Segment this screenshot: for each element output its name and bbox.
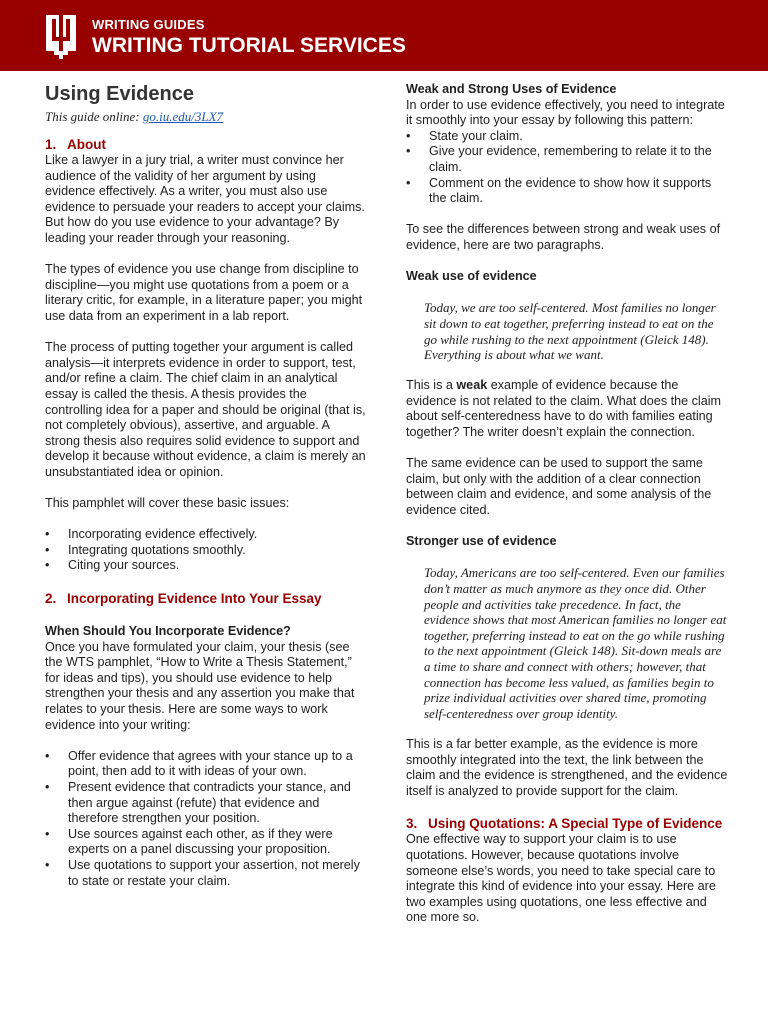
page-title: Using Evidence — [45, 83, 194, 105]
header-subtitle: WRITING GUIDES — [92, 17, 205, 32]
header-title: WRITING TUTORIAL SERVICES — [92, 34, 406, 57]
list-item: • Incorporating evidence effectively. — [45, 527, 367, 543]
list-item: • Comment on the evidence to show how it supports the claim. — [406, 176, 728, 207]
list-item: • Offer evidence that agrees with your stance up to a point, then add to it with ideas of your own. — [45, 749, 367, 780]
pattern-list — [406, 129, 728, 207]
list-item: • Use sources against each other, as if they were experts on a panel discussing your proposition. — [45, 827, 367, 858]
section-heading-incorporating: 2. Incorporating Evidence Into Your Essay — [45, 591, 322, 607]
subheading-when: When Should You Incorporate Evidence? — [45, 624, 291, 639]
list-item: • Citing your sources. — [45, 558, 367, 574]
section-heading-quotations: 3. Using Quotations: A Special Type of Evidence — [406, 816, 723, 832]
strong-quote: Today, Americans are too self-centered. Even our families don’t matter as much anymore as they once did. Other people and activities take precedence. In fact, the evidence shows that most American families no longer eat together, preferring instead to eat on the go while rushing to the next appointment (Gleick 148). Sit-down meals are a time to share and connect with others; however, that connection has become less valued, as families begin to prize individual activities over shared time, promoting self-centeredness over group identity. — [424, 565, 727, 721]
when-paragraph: Once you have formulated your claim, your thesis (see the WTS pamphlet, “How to Write a Thesis Statement,” for ideas and tips), you should use evidence to help strengthen your thesis and any assertion you make that relates to your thesis. Here are some ways to work evidence into your writing: — [45, 639, 355, 732]
right-column — [406, 82, 728, 926]
same-evidence-paragraph: The same evidence can be used to support the same claim, but only with the addition of a clear connection between claim and evidence, and some analysis of the evidence cited. — [406, 456, 712, 518]
list-item: • Give your evidence, remembering to relate it to the claim. — [406, 144, 728, 175]
weak-quote: Today, we are too self-centered. Most families no longer sit down to eat together, preferring instead to eat on the go while rushing to the next appointment (Gleick 148). Everything is about what we want. — [424, 300, 716, 363]
weak-explanation: This is a weak example of evidence because the evidence is not related to the claim. What does the claim about self-centeredness have to do with families eating together? The writer doesn’t explain the connection. — [406, 378, 722, 440]
page-header — [0, 0, 768, 71]
left-column — [45, 82, 367, 889]
about-paragraph-1: Like a lawyer in a jury trial, a writer must convince her audience of the validity of her argument by using evidence effectively. As a writer, you must also use evidence to persuade your readers to accept your claims. But how do you use evidence to your advantage? By leading your reader through your reasoning. — [45, 153, 365, 245]
about-paragraph-4: This pamphlet will cover these basic issues: — [45, 496, 290, 511]
weak-emphasis: weak — [456, 378, 488, 393]
iu-trident-icon — [44, 15, 78, 59]
differences-paragraph: To see the differences between strong and weak uses of evidence, here are two paragraphs. — [406, 222, 721, 252]
about-paragraph-3: The process of putting together your argument is called analysis—it interprets evidence in order to support, test, and/or refine a claim. The chief claim in an analytical essay is called the thesis. A thesis provides the controlling idea for a paper and should be original (that is, not completely obvious), assertive, and arguable. A strong thesis also requires solid evidence to support and develop it because without evidence, a claim is merely an unsubstantiated idea or opinion. — [45, 340, 366, 479]
section-heading-about: 1. About — [45, 137, 106, 152]
quotations-paragraph: One effective way to support your claim is to use quotations. However, because quotations involve someone else’s words, you need to take special care to integrate this kind of evidence into your essay. Here are two examples using quotations, one less effective and one more so. — [406, 832, 716, 925]
online-line — [45, 109, 367, 125]
weak-strong-paragraph: In order to use evidence effectively, you need to integrate it smoothly into your essay by following this pattern: — [406, 97, 725, 128]
issues-list — [45, 527, 367, 574]
list-item: • Integrating quotations smoothly. — [45, 543, 367, 559]
list-item: • Present evidence that contradicts your stance, and then argue against (refute) that evidence and therefore strengthen your position. — [45, 780, 367, 827]
about-paragraph-2: The types of evidence you use change from discipline to discipline—you might use quotations from a poem or a literary critic, for example, in a literature paper; you might use data from an experiment in a lab report. — [45, 262, 363, 323]
subheading-stronger-use: Stronger use of evidence — [406, 534, 557, 549]
online-link[interactable]: go.iu.edu/3LX7 — [142, 109, 224, 124]
list-item: • Use quotations to support your assertion, not merely to state or restate your claim. — [45, 858, 367, 889]
subheading-weak-strong: Weak and Strong Uses of Evidence — [406, 82, 617, 96]
online-label: This guide online: — [45, 109, 140, 124]
list-item: • State your claim. — [406, 129, 728, 145]
ways-list — [45, 749, 367, 889]
subheading-weak-use: Weak use of evidence — [406, 269, 537, 284]
better-example-paragraph: This is a far better example, as the evidence is more smoothly integrated into the text, the link between the claim and the evidence is strengthened, and the evidence itself is analyzed to provide support for the claim. — [406, 736, 728, 798]
